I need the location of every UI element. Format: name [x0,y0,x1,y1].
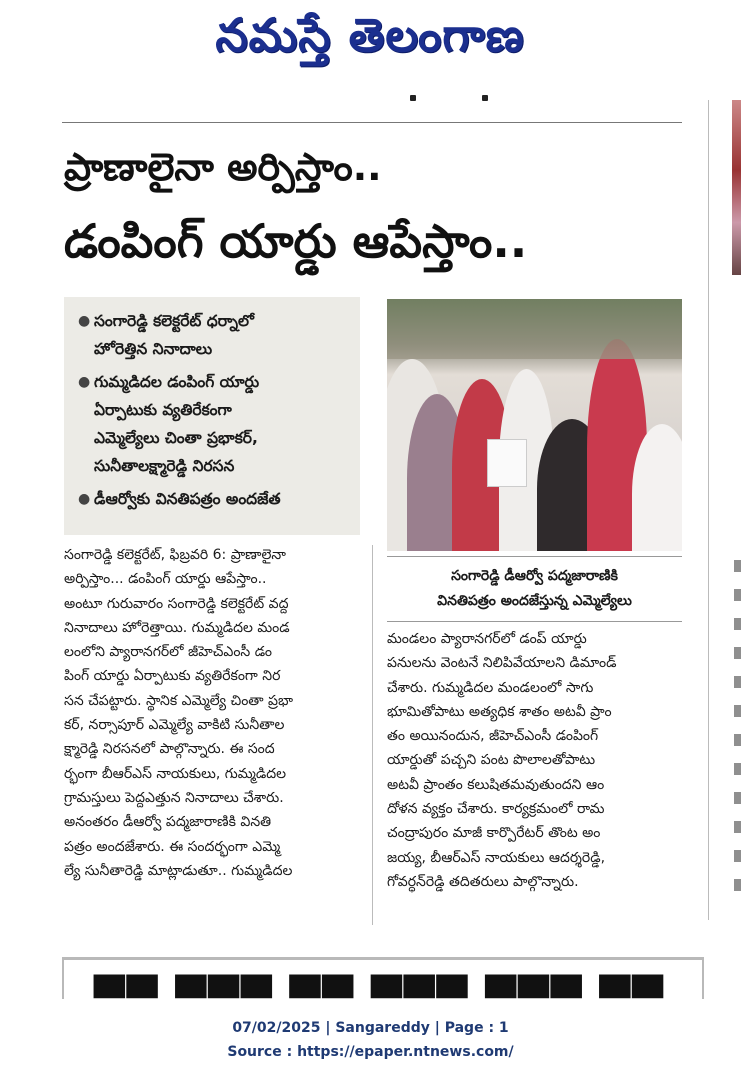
body-line: అర్పిస్తాం... డంపింగ్ యార్డు ఆపేస్తాం.. [64,571,267,588]
body-line: చేశారు. గుమ్మడిదల మండలంలో సాగు [387,679,594,696]
clipped-text-fragment [380,86,580,102]
headline-line-2: డంపింగ్ యార్డు ఆపేస్తాం.. [64,214,528,268]
body-line: అనంతరం డీఆర్వో పద్మజారాణికి వినతి [64,814,272,831]
masthead-logo: నమస్తే తెలంగాణ [215,8,525,62]
caption-line: వినతిపత్రం అందజేస్తున్న ఎమ్మెల్యేలు [437,593,632,609]
adjacent-article-photo [732,100,741,275]
top-rule [62,122,682,123]
column-separator [372,545,373,925]
column-divider-right [708,100,709,920]
bullet-icon: ● [78,491,91,507]
body-line: పనులను వెంటనే నిలిపివేయాలని డిమాండ్ [387,655,617,672]
body-line: గ్రామస్తులు పెద్దఎత్తున నినాదాలు చేశారు. [64,789,284,806]
body-line: లంలోని ప్యారానగర్‌లో జీహెచ్‌ఎంసీ డం [64,644,272,661]
article-body-right [387,627,682,894]
body-line: భూమితోపాటు అత్యధిక శాతం అటవీ ప్రాం [387,703,612,720]
caption-line: సంగారెడ్డి డీఆర్వో పద్మజారాణికి [451,568,618,584]
highlight-line: హోరెత్తిన నినాదాలు [94,340,213,358]
body-line: గోవర్ధన్‌రెడ్డి తదితరులు పాల్గొన్నారు. [387,873,579,890]
highlight-line: సంగారెడ్డి కలెక్టరేట్ ధర్నాలో [94,312,254,330]
next-article-box [62,957,704,999]
article-body-left [64,543,360,883]
body-line: నినాదాలు హోరెత్తాయి. గుమ్మడిదల మండ [64,619,290,636]
body-line: తం అయినందున, జీహెచ్‌ఎంసీ డంపింగ్ [387,728,599,745]
adjacent-article-text [734,560,741,920]
body-line: పింగ్ యార్డు ఏర్పాటుకు వ్యతిరేకంగా నిర [64,668,281,685]
body-line: ల్యే సునీతారెడ్డి మాట్లాడుతూ.. గుమ్మడిదల [64,862,293,879]
highlight-item [78,485,350,513]
headline-line-1: ప్రాణాలైనా అర్పిస్తాం.. [64,145,382,189]
bullet-icon: ● [78,374,91,390]
highlight-line: ఏర్పాటుకు వ్యతిరేకంగా [94,401,232,419]
body-line: కర్, నర్సాపూర్ ఎమ్మెల్యే వాకిటి సునీతాల [64,717,285,734]
bullet-icon: ● [78,313,91,329]
body-line: చంద్రాపురం మాజీ కార్పొరేటర్ తొంట అం [387,825,601,842]
body-line: అంటూ గురువారం సంగారెడ్డి కలెక్టరేట్ వద్ద [64,595,289,612]
body-line: దోళన వ్యక్తం చేశారు. కార్యక్రమంలో రామ [387,801,605,818]
body-line: పత్రం అందజేశారు. ఈ సందర్భంగా ఎమ్మె [64,838,281,855]
body-line: అటవీ ప్రాంతం కలుషితమవుతుందని ఆం [387,776,605,793]
next-article-cut-headline: ▀▀ ▀▀▀ ▀▀ ▀▀▀ ▀▀▀ ▀▀ [94,976,666,999]
page-footer [0,1016,741,1064]
highlight-line: సునీతాలక్ష్మారెడ్డి నిరసన [94,457,235,475]
body-line: క్ష్మారెడ్డి నిరసనలో పాల్గొన్నారు. ఈ సంద [64,741,275,758]
news-photo [387,299,682,551]
footer-source-line: Source : https://epaper.ntnews.com/ [227,1044,514,1060]
body-line: యార్డుతో పచ్చని పంట పొలాలతోపాటు [387,752,596,769]
highlight-item [78,307,350,363]
footer-date-line: 07/02/2025 | Sangareddy | Page : 1 [232,1020,509,1036]
highlight-item [78,368,350,480]
body-line: జయ్య, బీఆర్‌ఎస్ నాయకులు ఆదర్శరెడ్డి, [387,849,606,866]
highlight-line: ఎమ్మెల్యేలు చింతా ప్రభాకర్, [94,429,258,447]
body-line: సంగారెడ్డి కలెక్టరేట్, ఫిబ్రవరి 6: ప్రాణాలైనా [64,547,286,563]
body-line: సన చేపట్టారు. స్థానిక ఎమ్మెల్యే చింతా ప్రభా [64,692,294,709]
highlight-line: గుమ్మడిదల డంపింగ్ యార్డు [94,373,260,391]
body-line: ర్భంగా బీఆర్‌ఎస్ నాయకులు, గుమ్మడిదల [64,765,287,782]
body-line: మండలం ప్యారానగర్‌లో డంప్ యార్డు [387,631,587,647]
photo-caption [387,556,682,622]
highlights-box [64,297,360,535]
highlight-line: డీఆర్వోకు వినతిపత్రం అందజేత [94,490,281,508]
